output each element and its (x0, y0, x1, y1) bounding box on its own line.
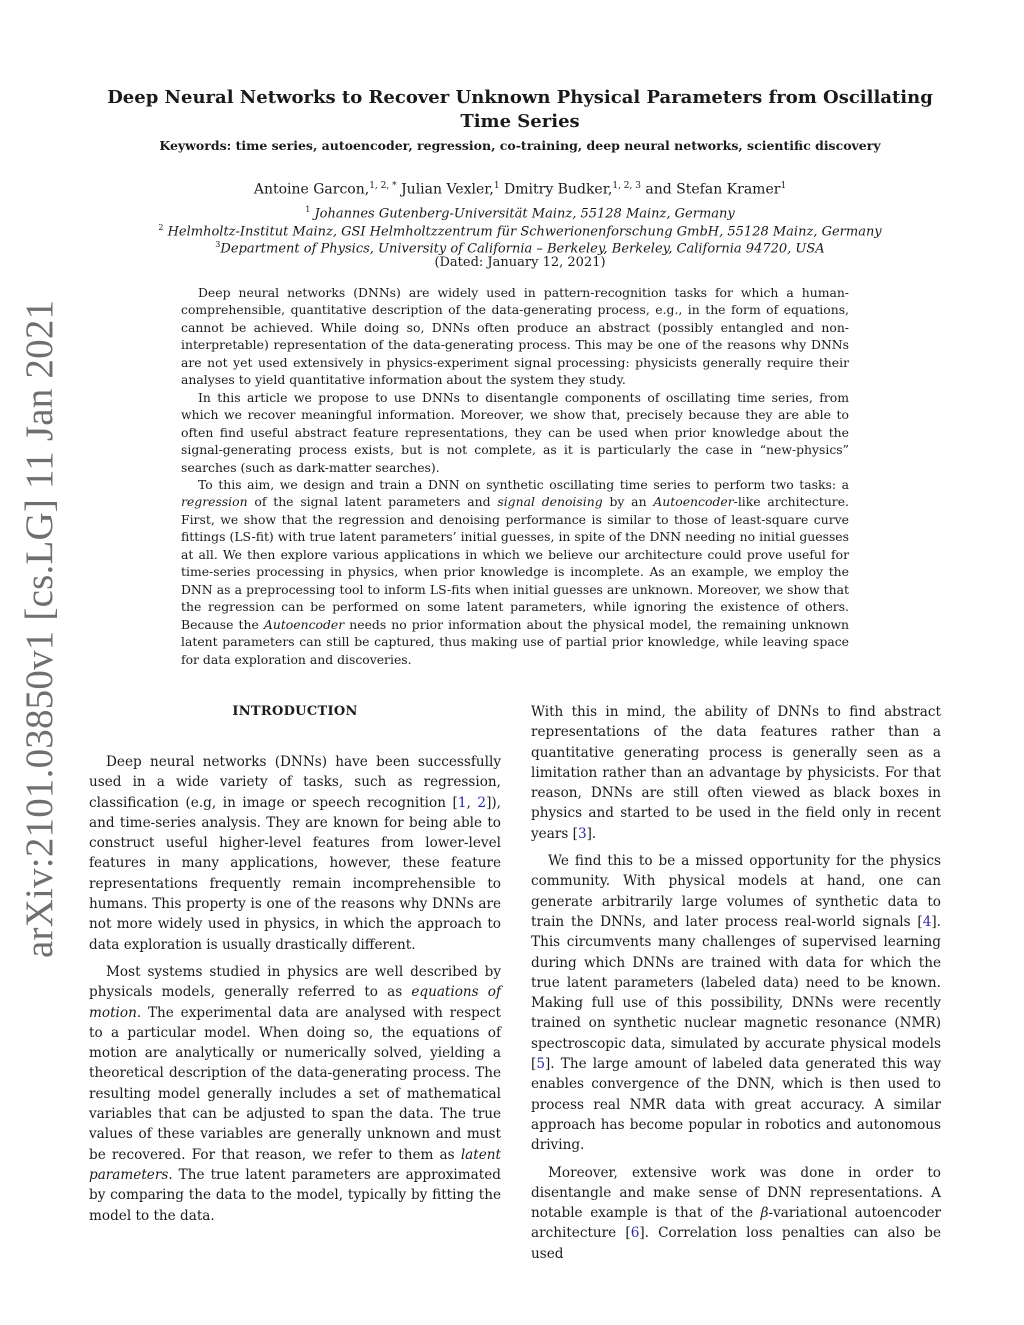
citation-link[interactable]: 5 (536, 1056, 545, 1073)
author-name: Dmitry Budker, (504, 181, 613, 198)
body-text: ]. (586, 825, 597, 842)
affiliation-text: Helmholtz-Institut Mainz, GSI Helmholtzzentrum für Schwerionenforschung GmbH, 55128 Mainz, Germany (163, 224, 882, 240)
affiliation-mark: 1 (305, 205, 311, 214)
citation-link[interactable]: 4 (922, 913, 932, 930)
abstract-paragraph: Deep neural networks (DNNs) are widely used in pattern-recognition tasks for which a human-comprehensible, quantitative description of the data-generating process, e.g., in the form of equations, cannot be achieved. While doing so, DNNs often produce an abstract (possibly entangled and non-interpretable) representation of the data-generating process. This may be one of the reasons why DNNs are not yet used extensively in physics-experiment signal processing: physicists generally require their analyses to yield quantitative information about the system they study. (181, 285, 849, 388)
body-text: ]. Correlation loss penalties can also be used (531, 1225, 941, 1262)
body-paragraph (531, 1163, 941, 1264)
abstract-emphasis: Autoencoder (653, 494, 734, 510)
paper-title: Deep Neural Networks to Recover Unknown Physical Parameters from Oscillating Time Series (107, 87, 933, 132)
abstract-emphasis: signal denoising (497, 494, 603, 510)
author-name: Antoine Garcon, (253, 181, 370, 198)
abstract-text: by an (602, 494, 654, 510)
affiliation-text: Department of Physics, University of California – Berkeley, Berkeley, California 94720, USA (220, 241, 825, 257)
body-text: ]), and time-series analysis. They are known for being able to construct useful higher-level features from lower-level features in many applications, however, these feature representations frequently remain incomprehensible to humans. This property is one of the reasons why DNNs are not more widely used in physics, in which the approach to data exploration is usually drastically different. (89, 794, 501, 953)
body-text: . The experimental data are analysed with respect to a particular model. When doing so, the equations of motion are analytically or numerically solved, yielding a theoretical description of the data-generating process. The resulting model generally includes a set of mathematical variables that can be adjusted to span the data. The true values of these variables are generally unknown and must be recovered. For that reason, we refer to them as (89, 1004, 501, 1163)
author-affil-mark: 1, 2, 3 (612, 181, 641, 191)
abstract-text: of the signal latent parameters and (247, 494, 498, 510)
abstract-emphasis: regression (181, 494, 248, 510)
left-column (89, 702, 501, 1233)
author-affil-mark: 1 (493, 181, 500, 191)
body-text: -variational autoencoder architecture [ (531, 1205, 942, 1242)
author-list (80, 176, 960, 200)
abstract-emphasis: Autoencoder (263, 616, 345, 632)
abstract-text: needs no prior information about the physical model, the remaining unknown latent parameters can still be captured, thus making use of partial prior knowledge, while leaving space for data exploration and discoveries. (181, 616, 849, 667)
abstract (181, 284, 849, 668)
body-emphasis: equations of motion (89, 984, 501, 1021)
date-line: (Dated: January 12, 2021) (434, 255, 606, 270)
body-text: With this in mind, the ability of DNNs to find abstract representations of the data features rather than a quantitative generating process is generally seen as a limitation rather than an advantage by physicists. For that reason, DNNs are still often viewed as black boxes in physics and started to be used in the field only in recent years [ (531, 704, 941, 842)
body-emphasis: latent parameters. (89, 1146, 501, 1183)
keywords: Keywords: time series, autoencoder, regression, co-training, deep neural networks, scientific discovery (159, 138, 881, 153)
citation-link[interactable]: 2 (477, 794, 487, 811)
body-text: Most systems studied in physics are well described by physicals models, generally referred to as (89, 963, 501, 1001)
abstract-paragraph (181, 476, 849, 668)
body-paragraph (531, 851, 941, 1155)
body-paragraph (89, 962, 501, 1226)
body-text: We find this to be a missed opportunity for the physics community. With physical models at hand, one can generate arbitrarily large volumes of synthetic data to train the DNNs, and later process real-world signals [ (531, 853, 941, 930)
section-heading: INTRODUCTION (232, 704, 358, 719)
body-text: ]. This circumvents many challenges of supervised learning during which DNNs are trained with data for which the true latent parameters (labeled data) need to be known. Making full use of this possibility, DNNs were recently trained on synthetic nuclear magnetic resonance (NMR) spectroscopic data, simulated by accurate physical models [ (531, 913, 941, 1073)
body-text: Moreover, extensive work was done in order to disentangle and make sense of DNN representations. A notable example is that of the (531, 1164, 941, 1222)
citation-link[interactable]: 3 (577, 825, 587, 842)
author-name: and Stefan Kramer (645, 181, 781, 198)
author-name: Julian Vexler, (401, 181, 494, 198)
body-emphasis: β (760, 1205, 769, 1222)
body-text: ]. The large amount of labeled data generated this way enables convergence of the DNN, which is then used to process real NMR data with great accuracy. A similar approach has become popular in robotics and autonomous driving. (531, 1056, 941, 1154)
affiliation-mark: 2 (158, 223, 164, 232)
body-text: The true latent parameters are approximated by comparing the data to the model, typically by fitting the model to the data. (89, 1166, 501, 1224)
body-text: , (466, 794, 478, 811)
author-affil-mark: 1, 2, * (369, 181, 397, 191)
abstract-paragraph: In this article we propose to use DNNs to disentangle components of oscillating time series, from which we recover meaningful information. Moreover, we show that, precisely because they are able to often find useful abstract feature representations, they can be used when prior knowledge about the signal-generating process exists, but is not complete, as it is particularly the case in “new-physics” searches (such as dark-matter searches). (181, 389, 849, 475)
author-affil-mark: 1 (780, 181, 787, 191)
body-text: Deep neural networks (DNNs) have been successfully used in a wide variety of tasks, such as regression, classification (e.g, in image or speech recognition [ (89, 754, 501, 811)
citation-link[interactable]: 1 (457, 794, 467, 811)
affiliation-mark: 3 (215, 240, 221, 249)
body-paragraph (89, 752, 501, 955)
arxiv-identifier: arXiv:2101.03850v1 [cs.LG] 11 Jan 2021 (18, 299, 61, 958)
affiliation-text: Johannes Gutenberg-Universität Mainz, 55128 Mainz, Germany (310, 206, 735, 222)
right-column (531, 702, 941, 1271)
abstract-text: -like architecture. First, we show that the regression and denoising performance is similar to those of least-square curve fittings (LS-fit) with true latent parameters’ initial guesses, in spite of the DNN needing no initial guesses at all. We then explore various applications in which we believe our architecture could prove useful for time-series processing in physics, when prior knowledge is incomplete. As an example, we employ the DNN as a preprocessing tool to inform LS-fits when initial guesses are unknown. Moreover, we show that the regression can be performed on some latent parameters, while ignoring the existence of others. Because the (181, 494, 849, 632)
body-paragraph (531, 702, 941, 844)
citation-link[interactable]: 6 (630, 1225, 640, 1242)
abstract-text: To this aim, we design and train a DNN on synthetic oscillating time series to perform two tasks: a (198, 476, 849, 492)
